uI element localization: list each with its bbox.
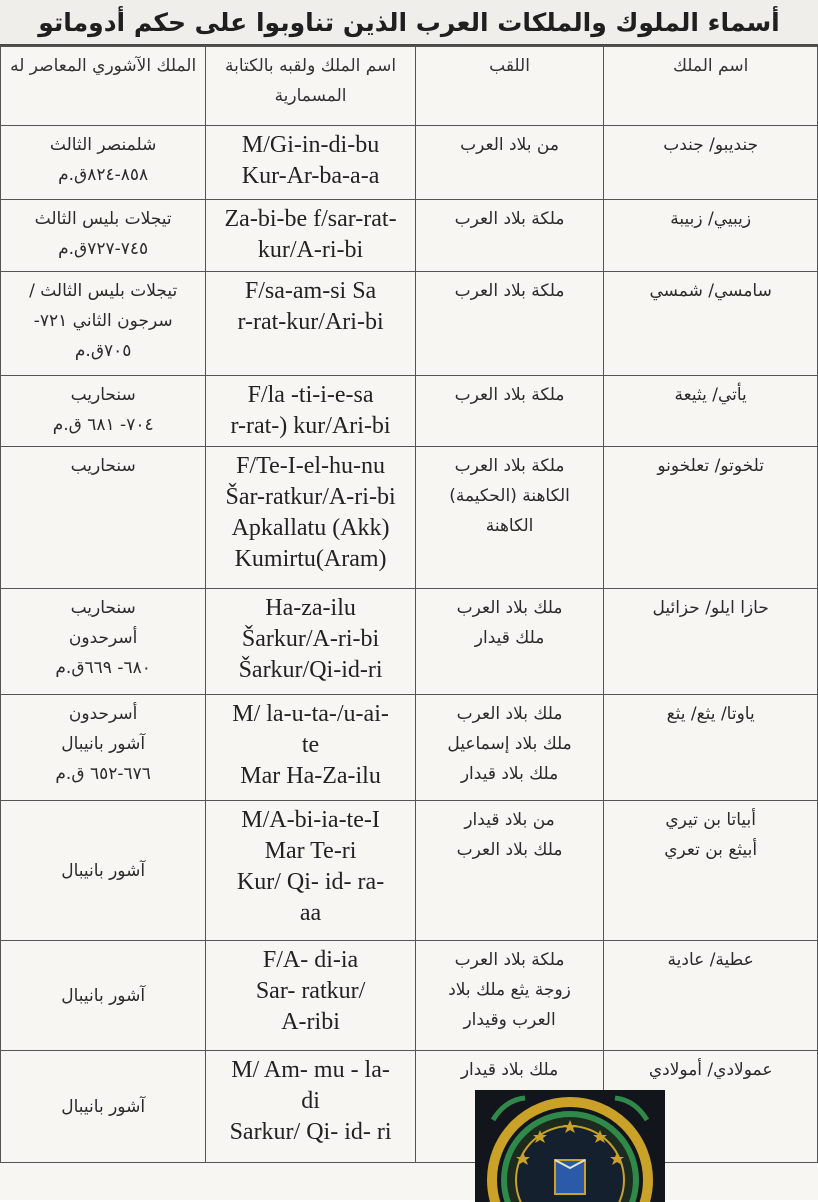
assyrian-king-cell: سنحاريب ٧٠٤- ٦٨١ ق.م (1, 376, 206, 447)
header-assyrian-king: الملك الآشوري المعاصر له (1, 47, 206, 126)
cuneiform-cell: F/Te-I-el-hu-nu Šar-ratkur/A-ri-bi Apkallatu (Akk) Kumirtu(Aram) (206, 447, 415, 589)
cuneiform-cell: F/A- di-ia Sar- ratkur/ A-ribi (206, 941, 415, 1051)
assyrian-king-cell: شلمنصر الثالث ٨٥٨-٨٢٤ق.م (1, 126, 206, 200)
title-cell: ملك بلاد العرب ملك قيدار (415, 589, 604, 695)
cuneiform-cell: Za-bi-be f/sar-rat- kur/A-ri-bi (206, 200, 415, 272)
assyrian-king-cell: أسرحدون آشور بانيبال ٦٧٦-٦٥٢ ق.م (1, 695, 206, 801)
title-cell: من بلاد العرب (415, 126, 604, 200)
title-cell: ملكة بلاد العرب (415, 376, 604, 447)
king-name-cell: عمولادي/ أمولادي (604, 1051, 818, 1163)
king-name-cell: تلخوتو/ تعلخونو (604, 447, 818, 589)
header-cuneiform: اسم الملك ولقبه بالكتابة المسمارية (206, 47, 415, 126)
assyrian-king-cell: تيجلات بليس الثالث / سرجون الثاني ٧٢١- ٧٠٥ق.م (1, 272, 206, 376)
table-row (1, 376, 818, 447)
title-cell: ملك بلاد العرب ملك بلاد إسماعيل ملك بلاد قيدار (415, 695, 604, 801)
cuneiform-cell: M/Gi-in-di-bu Kur-Ar-ba-a-a (206, 126, 415, 200)
table-row (1, 200, 818, 272)
title-cell: من بلاد قيدار ملك بلاد العرب (415, 801, 604, 941)
king-name-cell: يأتي/ يثيعة (604, 376, 818, 447)
cuneiform-cell: F/la -ti-i-e-sa r-rat-) kur/Ari-bi (206, 376, 415, 447)
emblem-icon (475, 1090, 665, 1202)
assyrian-king-cell: آشور بانيبال (1, 801, 206, 941)
title-cell: ملكة بلاد العرب الكاهنة (الحكيمة) الكاهنة (415, 447, 604, 589)
king-name-cell: أبياتا بن تيري أبيثع بن تعري (604, 801, 818, 941)
table-row (1, 1051, 818, 1163)
cuneiform-cell: F/sa-am-si Sa r-rat-kur/Ari-bi (206, 272, 415, 376)
king-name-cell: سامسي/ شمسي (604, 272, 818, 376)
kings-table (0, 46, 818, 1163)
title-cell: ملكة بلاد العرب زوجة يثع ملك بلاد العرب وقيدار (415, 941, 604, 1051)
assyrian-king-cell: سنحاريب (1, 447, 206, 589)
cuneiform-cell: M/A-bi-ia-te-I Mar Te-ri Kur/ Qi- id- ra- aa (206, 801, 415, 941)
king-name-cell: زيبيي/ زبيبة (604, 200, 818, 272)
king-name-cell: حازا ايلو/ حزائيل (604, 589, 818, 695)
header-title: اللقب (415, 47, 604, 126)
header-king-name: اسم الملك (604, 47, 818, 126)
cuneiform-cell: M/ Am- mu - la- di Sarkur/ Qi- id- ri (206, 1051, 415, 1163)
cuneiform-cell: M/ la-u-ta-/u-ai- te Mar Ha-Za-ilu (206, 695, 415, 801)
king-name-cell: جنديبو/ جندب (604, 126, 818, 200)
table-row (1, 941, 818, 1051)
assyrian-king-cell: تيجلات بليس الثالث ٧٤٥-٧٢٧ق.م (1, 200, 206, 272)
table-title: أسماء الملوك والملكات العرب الذين تناوبوا على حكم أدوماتو (0, 0, 818, 46)
table-row (1, 801, 818, 941)
assyrian-king-cell: سنحاريب أسرحدون ٦٨٠- ٦٦٩ق.م (1, 589, 206, 695)
title-cell: ملك بلاد قيدار (415, 1051, 604, 1163)
table-row (1, 447, 818, 589)
header-row (1, 47, 818, 126)
king-name-cell: ياوتا/ يثع/ يثع (604, 695, 818, 801)
table-row (1, 589, 818, 695)
assyrian-king-cell: آشور بانيبال (1, 1051, 206, 1163)
emblem-logo (475, 1090, 665, 1202)
table-row (1, 695, 818, 801)
table-row (1, 272, 818, 376)
cuneiform-cell: Ha-za-ilu Šarkur/A-ri-bi Šarkur/Qi-id-ri (206, 589, 415, 695)
title-cell: ملكة بلاد العرب (415, 200, 604, 272)
title-cell: ملكة بلاد العرب (415, 272, 604, 376)
table-row (1, 126, 818, 200)
assyrian-king-cell: آشور بانيبال (1, 941, 206, 1051)
king-name-cell: عطية/ عادية (604, 941, 818, 1051)
